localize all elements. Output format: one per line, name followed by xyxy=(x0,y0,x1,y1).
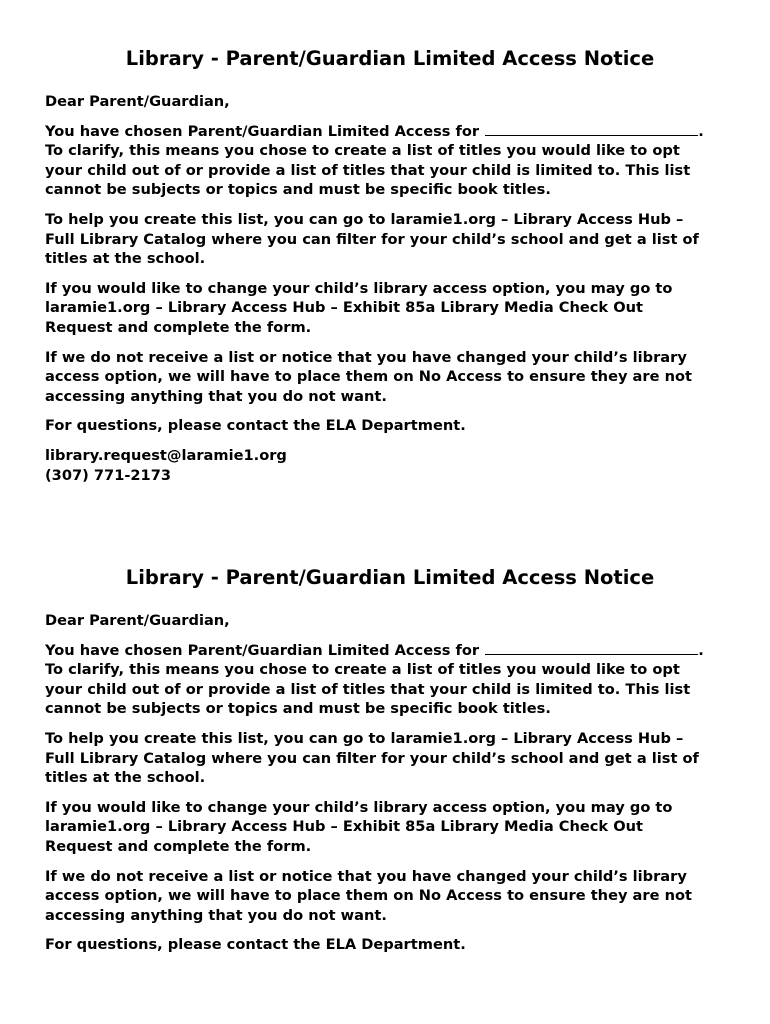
paragraph-line: titles at the school. xyxy=(45,250,206,268)
paragraph-line: If we do not receive a list or notice that you have changed your child’s library xyxy=(45,867,687,885)
paragraph-create-list xyxy=(45,729,735,788)
blank-period: . xyxy=(698,641,704,659)
paragraph-line: If you would like to change your child’s library access option, you may go to xyxy=(45,798,673,816)
paragraph-line xyxy=(45,122,735,142)
paragraph-line: cannot be subjects or topics and must be specific book titles. xyxy=(45,181,551,199)
paragraph-line: access option, we will have to place them on No Access to ensure they are not xyxy=(45,368,692,386)
paragraph-line: cannot be subjects or topics and must be specific book titles. xyxy=(45,700,551,718)
paragraph-line: titles at the school. xyxy=(45,769,206,787)
child-name-blank xyxy=(485,122,698,136)
greeting: Dear Parent/Guardian, xyxy=(45,612,230,629)
paragraph-line: laramie1.org – Library Access Hub – Exhibit 85a Library Media Check Out xyxy=(45,299,643,317)
blank-period: . xyxy=(698,122,704,140)
paragraph-change-option xyxy=(45,798,735,857)
paragraph-line: To clarify, this means you chose to create a list of titles you would like to opt xyxy=(45,142,680,160)
paragraph-create-list xyxy=(45,210,735,269)
access-lead-text: You have chosen Parent/Guardian Limited Access for xyxy=(45,122,480,140)
questions-text: For questions, please contact the ELA Department. xyxy=(45,936,466,954)
paragraph-access-choice xyxy=(45,641,735,719)
paragraph-line: your child out of or provide a list of titles that your child is limited to. This list xyxy=(45,161,691,179)
paragraph-line: accessing anything that you do not want. xyxy=(45,387,387,405)
contact-email: library.request@laramie1.org xyxy=(45,446,287,464)
paragraph-change-option xyxy=(45,279,735,338)
paragraph-line: laramie1.org – Library Access Hub – Exhibit 85a Library Media Check Out xyxy=(45,818,643,836)
access-lead-text: You have chosen Parent/Guardian Limited Access for xyxy=(45,641,480,659)
paragraph-line xyxy=(45,641,735,661)
paragraph-line: your child out of or provide a list of titles that your child is limited to. This list xyxy=(45,680,691,698)
paragraph-line: To help you create this list, you can go to laramie1.org – Library Access Hub – xyxy=(45,210,684,228)
paragraph-line: To help you create this list, you can go to laramie1.org – Library Access Hub – xyxy=(45,729,684,747)
child-name-blank xyxy=(485,641,698,655)
paragraph-no-access xyxy=(45,348,735,407)
paragraph-line: accessing anything that you do not want. xyxy=(45,906,387,924)
paragraph-line: If you would like to change your child’s library access option, you may go to xyxy=(45,279,673,297)
paragraph-line: Request and complete the form. xyxy=(45,837,312,855)
paragraph-line: If we do not receive a list or notice that you have changed your child’s library xyxy=(45,348,687,366)
notice-1 xyxy=(45,47,735,495)
greeting: Dear Parent/Guardian, xyxy=(45,93,230,110)
notice-title: Library - Parent/Guardian Limited Access Notice xyxy=(125,47,655,70)
paragraph-line: Full Library Catalog where you can filter for your child’s school and get a list of xyxy=(45,749,699,767)
contact-phone: (307) 771-2173 xyxy=(45,466,172,484)
paragraph-line: access option, we will have to place them on No Access to ensure they are not xyxy=(45,887,692,905)
paragraph-line: Full Library Catalog where you can filter for your child’s school and get a list of xyxy=(45,230,699,248)
paragraph-line: To clarify, this means you chose to create a list of titles you would like to opt xyxy=(45,661,680,679)
notice-2 xyxy=(45,566,735,965)
paragraph-line: Request and complete the form. xyxy=(45,318,312,336)
notice-title: Library - Parent/Guardian Limited Access Notice xyxy=(125,566,655,589)
questions-text: For questions, please contact the ELA Department. xyxy=(45,417,466,435)
paragraph-no-access xyxy=(45,867,735,926)
contact-block xyxy=(45,446,735,485)
paragraph-access-choice xyxy=(45,122,735,200)
